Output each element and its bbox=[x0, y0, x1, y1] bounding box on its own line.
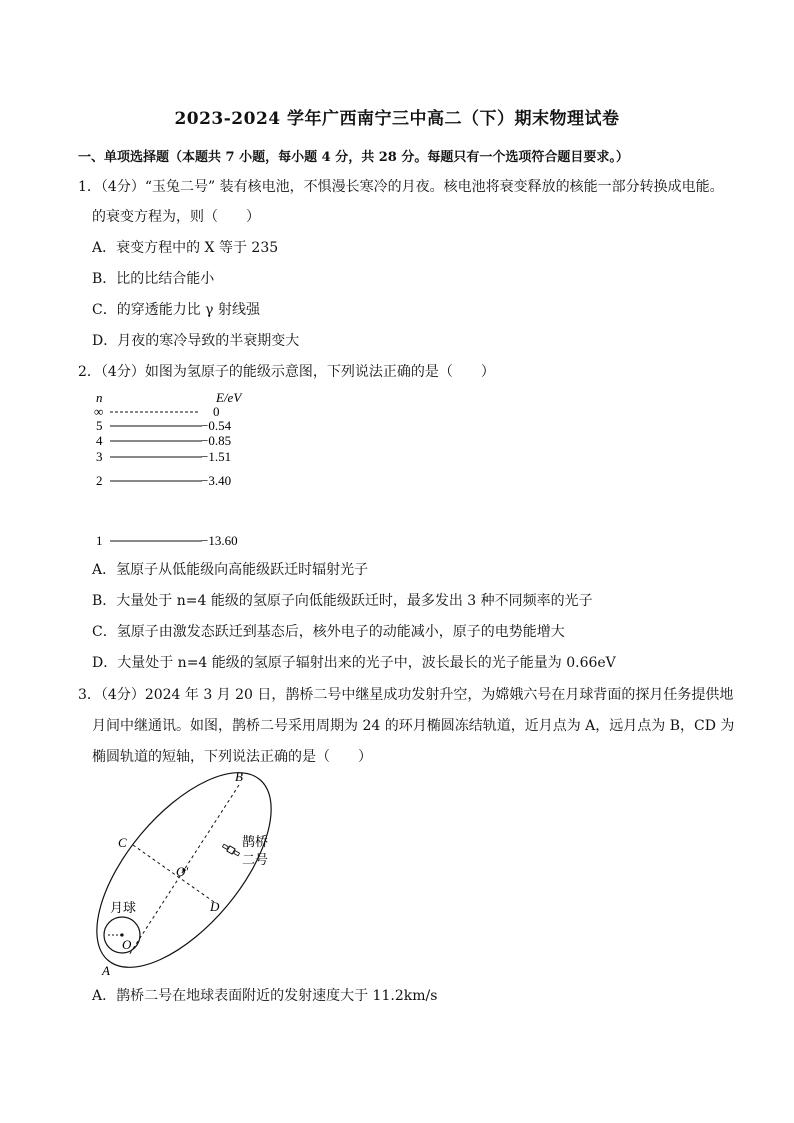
page-title: 2023-2024 学年广西南宁三中高二（下）期末物理试卷 bbox=[174, 109, 620, 129]
level-inf-energy: 0 bbox=[213, 404, 220, 419]
level-3-energy: −1.51 bbox=[201, 449, 232, 464]
question-1-option-c: C．的穿透能力比 γ 射线强 bbox=[92, 302, 260, 318]
question-2-option-c: C．氢原子由激发态跃迁到基态后，核外电子的动能减小，原子的电势能增大 bbox=[92, 624, 565, 640]
question-1-stem-line-2: 的衰变方程为，则（ ） bbox=[92, 209, 260, 225]
question-1-option-b: B．比的比结合能小 bbox=[92, 271, 215, 287]
label-o-prime: O′ bbox=[176, 864, 189, 879]
question-1-option-d: D．月夜的寒冷导致的半衰期变大 bbox=[92, 333, 300, 349]
label-d: D bbox=[210, 899, 220, 914]
section-heading: 一、单项选择题（本题共 7 小题，每小题 4 分，共 28 分。每题只有一个选项符合题目要求。） bbox=[78, 150, 629, 165]
level-3-n: 3 bbox=[96, 449, 103, 464]
orbit-diagram bbox=[88, 768, 288, 978]
level-2-energy: −3.40 bbox=[201, 473, 232, 488]
question-3-stem-line-2: 月间中继通讯。如图，鹊桥二号采用周期为 24 的环月椭圆冻结轨道，近月点为 A，远月点为 B，CD 为 bbox=[92, 718, 735, 734]
label-b: B bbox=[235, 769, 243, 784]
level-1-energy: −13.60 bbox=[201, 533, 238, 548]
level-inf-n: ∞ bbox=[94, 404, 104, 419]
level-1-n: 1 bbox=[96, 533, 103, 548]
minor-axis-line bbox=[133, 845, 214, 902]
question-2-option-a: A．氢原子从低能级向高能级跃迁时辐射光子 bbox=[92, 562, 369, 578]
level-5-n: 5 bbox=[96, 418, 103, 433]
question-2-option-b: B．大量处于 n=4 能级的氢原子向低能级跃迁时，最多发出 3 种不同频率的光子 bbox=[92, 593, 593, 609]
level-2-n: 2 bbox=[96, 473, 103, 488]
moon-label: 月球 bbox=[110, 900, 137, 915]
label-a: A bbox=[102, 963, 110, 978]
question-2-option-d: D．大量处于 n=4 能级的氢原子辐射出来的光子中，波长最长的光子能量为 0.66eV bbox=[92, 655, 616, 671]
label-o: O bbox=[122, 937, 132, 952]
satellite-icon bbox=[222, 843, 241, 857]
question-2-stem: 2．（4分）如图为氢原子的能级示意图，下列说法正确的是（ ） bbox=[78, 364, 495, 380]
n-axis-label: n bbox=[96, 390, 103, 405]
question-3-option-a: A．鹊桥二号在地球表面附近的发射速度大于 11.2km/s bbox=[92, 988, 438, 1004]
question-1-option-a: A．衰变方程中的 X 等于 235 bbox=[92, 240, 279, 256]
question-3-stem-line-3: 椭圆轨道的短轴，下列说法正确的是（ ） bbox=[92, 749, 372, 765]
energy-axis-label: E/eV bbox=[216, 390, 242, 405]
satellite-label-line-2: 二号 bbox=[242, 852, 269, 867]
level-5-energy: −0.54 bbox=[201, 418, 232, 433]
energy-level-diagram bbox=[88, 388, 288, 552]
question-1-stem-line-1: 1．（4分）“玉兔二号” 装有核电池，不惧漫长寒冷的月夜。核电池将衰变释放的核能一部分转换成电能。 bbox=[78, 179, 724, 195]
label-c: C bbox=[118, 835, 127, 850]
question-3-stem-line-1: 3．（4分）2024 年 3 月 20 日，鹊桥二号中继星成功发射升空，为嫦娥六号在月球背面的探月任务提供地 bbox=[78, 687, 734, 703]
level-4-energy: −0.85 bbox=[201, 433, 232, 448]
satellite-label-line-1: 鹊桥 bbox=[242, 834, 269, 849]
level-4-n: 4 bbox=[96, 433, 103, 448]
